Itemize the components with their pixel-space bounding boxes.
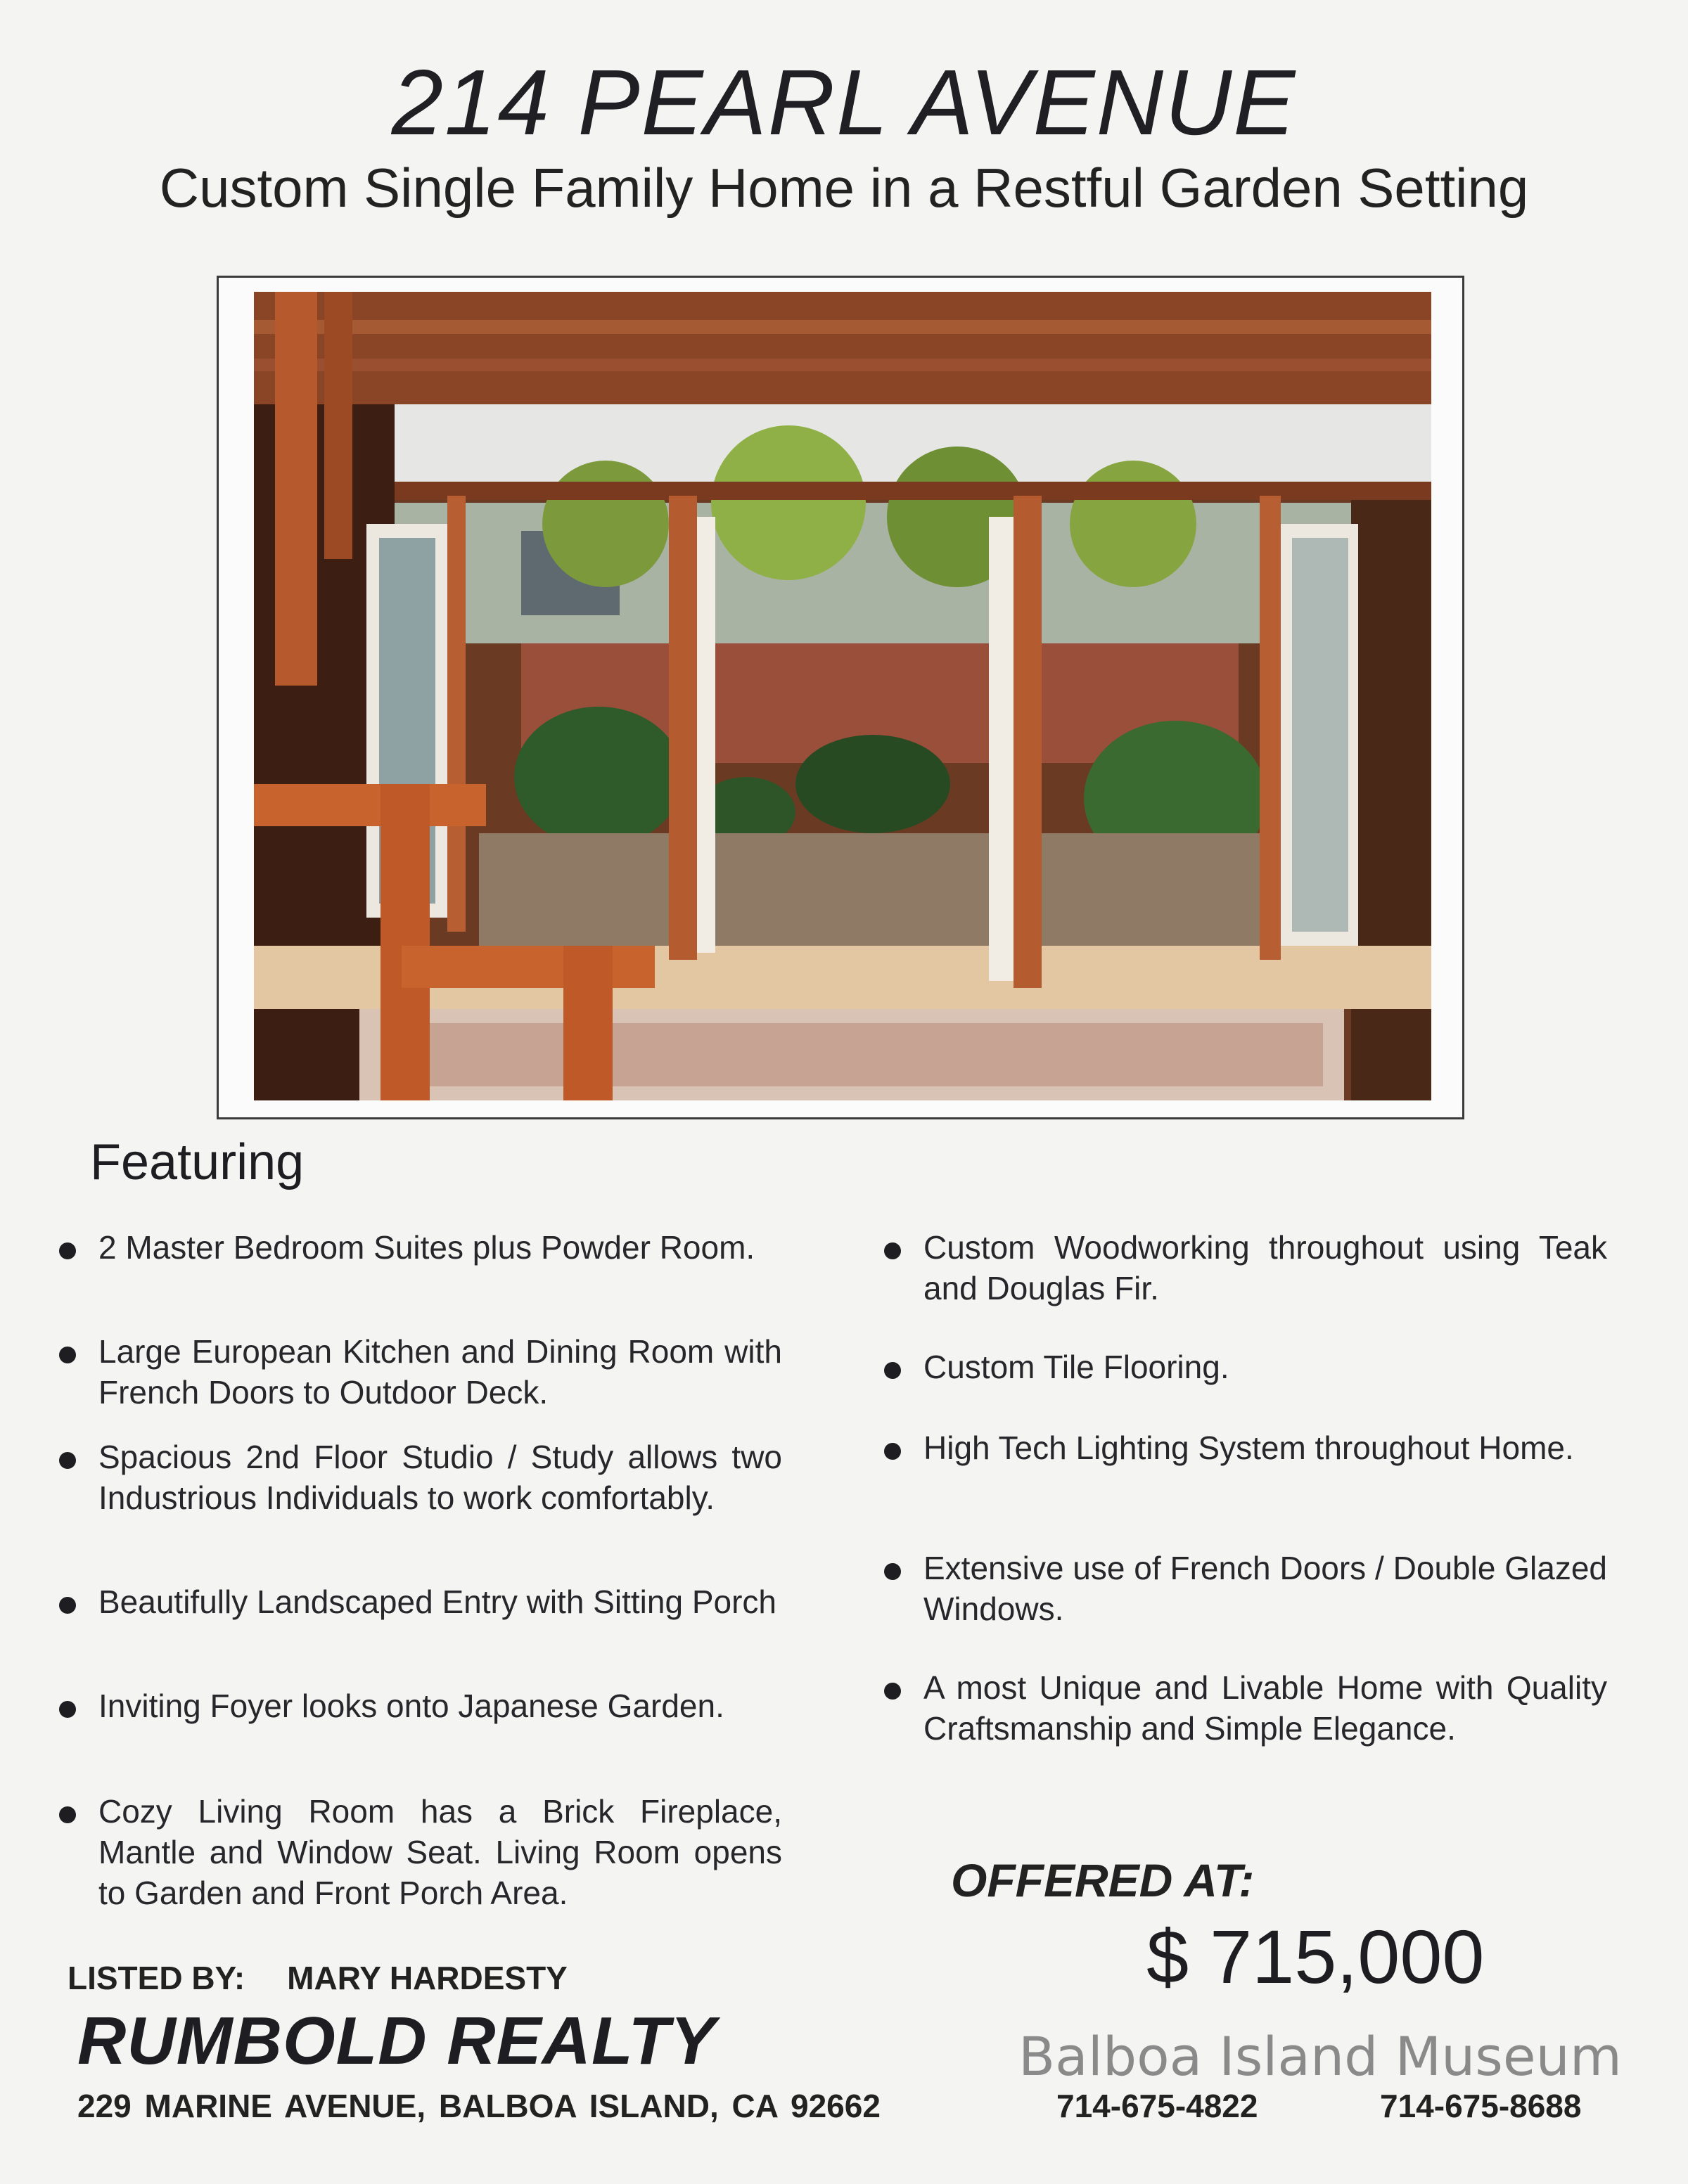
- featuring-heading: Featuring: [90, 1134, 305, 1190]
- feature-text: A most Unique and Livable Home with Quality Craftsmanship and Simple Elegance.: [923, 1669, 1607, 1747]
- bullet-icon: [883, 1347, 923, 1387]
- list-item: [58, 1437, 782, 1518]
- feature-text: Inviting Foyer looks onto Japanese Garden.: [98, 1688, 724, 1724]
- list-item: [883, 1227, 1607, 1309]
- bullet-icon: [58, 1227, 98, 1268]
- bullet-icon: [883, 1548, 923, 1588]
- price: $ 715,000: [1146, 1914, 1485, 1999]
- list-item: [58, 1685, 782, 1726]
- feature-text: Custom Woodworking throughout using Teak and Douglas Fir.: [923, 1229, 1607, 1306]
- company-name: RUMBOLD REALTY: [77, 2003, 717, 2079]
- list-item: [883, 1548, 1607, 1629]
- listed-by-label: LISTED BY:: [68, 1960, 245, 1996]
- feature-text: High Tech Lighting System throughout Home.: [923, 1430, 1574, 1466]
- bullet-icon: [58, 1791, 98, 1832]
- feature-text: Beautifully Landscaped Entry with Sitting Porch: [98, 1584, 776, 1620]
- feature-text: Spacious 2nd Floor Studio / Study allows two Industrious Individuals to work comfortably.: [98, 1439, 782, 1516]
- garden-courtyard-photo: [254, 292, 1431, 1100]
- bullet-icon: [58, 1331, 98, 1372]
- address: 229 MARINE AVENUE, BALBOA ISLAND, CA 92662: [77, 2088, 881, 2124]
- feature-text: Custom Tile Flooring.: [923, 1349, 1229, 1385]
- listed-by: [68, 1959, 568, 1997]
- bullet-icon: [883, 1227, 923, 1268]
- photo-illustration: [254, 292, 1431, 1100]
- agent-name: MARY HARDESTY: [287, 1960, 568, 1996]
- list-item: [883, 1347, 1607, 1387]
- list-item: [883, 1427, 1607, 1468]
- offered-at-label: OFFERED AT:: [951, 1854, 1255, 1906]
- feature-text: Large European Kitchen and Dining Room with French Doors to Outdoor Deck.: [98, 1333, 782, 1411]
- page-subtitle: Custom Single Family Home in a Restful Garden Setting: [159, 157, 1529, 219]
- list-item: [58, 1331, 782, 1413]
- list-item: [58, 1791, 782, 1913]
- bullet-icon: [58, 1437, 98, 1477]
- bullet-icon: [58, 1685, 98, 1726]
- photo-frame: [217, 276, 1464, 1119]
- bullet-icon: [883, 1667, 923, 1708]
- bullet-icon: [58, 1581, 98, 1622]
- feature-text: Cozy Living Room has a Brick Fireplace, Mantle and Window Seat. Living Room opens to Garden and Front Porch Area.: [98, 1793, 782, 1911]
- feature-text: 2 Master Bedroom Suites plus Powder Room.: [98, 1229, 755, 1266]
- feature-text: Extensive use of French Doors / Double Glazed Windows.: [923, 1550, 1607, 1627]
- list-item: [58, 1227, 782, 1268]
- list-item: [58, 1581, 782, 1622]
- watermark: Balboa Island Museum: [1018, 2025, 1622, 2088]
- list-item: [883, 1667, 1607, 1749]
- page-title: 214 PEARL AVENUE: [391, 51, 1297, 154]
- phone-1: 714-675-4822: [1056, 2088, 1258, 2124]
- phone-2: 714-675-8688: [1380, 2088, 1582, 2124]
- bullet-icon: [883, 1427, 923, 1468]
